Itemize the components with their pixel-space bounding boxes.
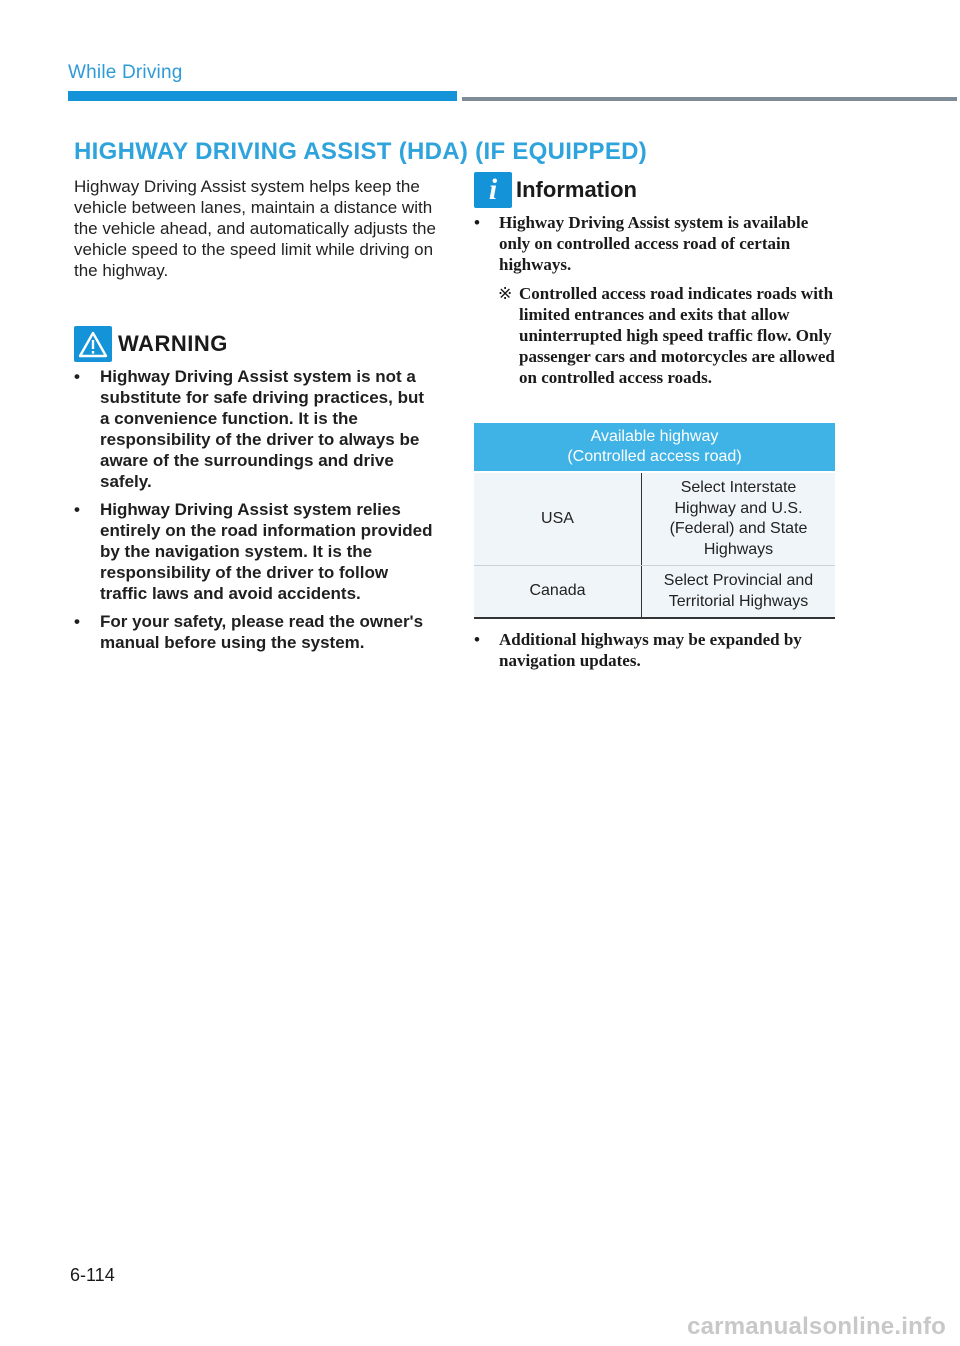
warning-item-text: Highway Driving Assist system relies entirely on the road information provided by the navigation system. It is the responsibility of the driver to follow traffic laws and avoid accidents. (100, 500, 433, 603)
info-icon: i (474, 172, 512, 208)
table-row (474, 472, 835, 566)
highways-cell: Select Provincial and Territorial Highways (642, 566, 836, 619)
watermark: carmanualsonline.info (687, 1313, 946, 1340)
page-title: HIGHWAY DRIVING ASSIST (HDA) (IF EQUIPPED) (74, 138, 648, 165)
header-bar-rule (462, 97, 957, 101)
warning-item-text: For your safety, please read the owner's manual before using the system. (100, 612, 424, 652)
bullet: • (74, 500, 80, 519)
information-body (474, 212, 836, 388)
warning-header (74, 326, 228, 362)
information-note (474, 283, 836, 388)
intro-paragraph: Highway Driving Assist system helps keep the vehicle between lanes, maintain a distance with the vehicle ahead, and automatically adjusts the vehicle speed to the speed limit while driving on the highway. (74, 177, 436, 280)
header-bar-accent (68, 91, 457, 101)
information-bullet-text: Highway Driving Assist system is available only on controlled access road of certain highways. (499, 213, 809, 274)
warning-heading: WARNING (118, 331, 228, 356)
bullet: • (474, 213, 480, 232)
information-bullet (474, 212, 836, 275)
bullet: • (74, 367, 80, 386)
highway-table (474, 423, 835, 619)
information-header (474, 172, 637, 208)
table-header (474, 423, 835, 472)
table-header-line2: (Controlled access road) (567, 448, 742, 465)
section-label: While Driving (68, 62, 183, 83)
note-mark: ※ (498, 284, 513, 303)
warning-item (74, 499, 434, 604)
warning-triangle-icon (74, 326, 112, 362)
country-cell: Canada (474, 566, 642, 619)
warning-list (74, 366, 434, 660)
country-cell: USA (474, 472, 642, 566)
information-bullet-2 (474, 629, 836, 671)
table-header-line1: Available highway (590, 428, 719, 445)
warning-item (74, 366, 434, 492)
bullet: • (474, 630, 480, 649)
warning-item-text: Highway Driving Assist system is not a substitute for safe driving practices, but a convenience function. It is the responsibility of the driver to always be aware of the surroundings and drive safely. (100, 367, 425, 491)
information-note-text: Controlled access road indicates roads with limited entrances and exits that allow uninterrupted high speed traffic flow. Only passenger cars and motorcycles are allowed on controlled access roads. (519, 284, 835, 387)
highways-cell: Select Interstate Highway and U.S. (Federal) and State Highways (642, 472, 836, 566)
page-number: 6-114 (70, 1265, 115, 1285)
information-heading: Information (516, 177, 637, 202)
bullet: • (74, 612, 80, 631)
information-bullet-2-text: Additional highways may be expanded by navigation updates. (499, 630, 802, 670)
table-row (474, 566, 835, 619)
warning-item (74, 611, 434, 653)
